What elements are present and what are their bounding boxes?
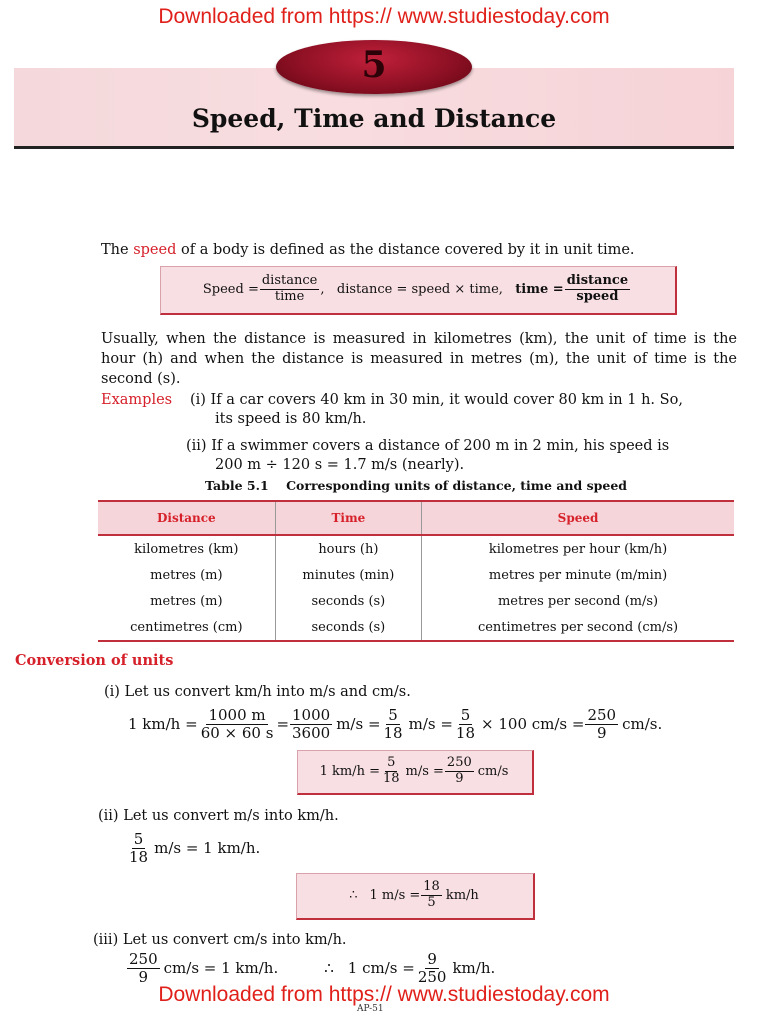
table-row: [98, 614, 734, 641]
table-cell: seconds (s): [275, 588, 421, 614]
table-cell: metres per minute (m/min): [422, 562, 734, 588]
table-cell: kilometres per hour (km/h): [422, 535, 734, 562]
example-1-line-1: (i) If a car covers 40 km in 30 min, it would cover 80 km in 1 h. So,: [190, 392, 683, 408]
units-table: [98, 500, 734, 642]
table-header-row: [98, 501, 734, 535]
conversion-equation-3: $\frac{250}{9}$ cm/s = 1 km/h. ∴ 1 cm/s = $\frac{9}{250}$ km/h.: [129, 950, 496, 986]
table-cell: metres (m): [150, 593, 223, 609]
example-1-line-2: its speed is 80 km/h.: [215, 411, 367, 427]
units-paragraph: Usually, when the distance is measured in kilometres (km), the unit of time is the hour (h) and when the distance is measured in metres (m), the unit of time is the second (s).: [101, 331, 737, 387]
result-box-1-content: 1 km/h = $\frac{5}{18}$ m/s = $\frac{250}{9}$ cm/s: [319, 755, 509, 786]
therefore-symbol: ∴: [324, 959, 334, 977]
table-row: [98, 535, 734, 562]
table-row: [98, 588, 734, 614]
watermark-top: Downloaded from https:// www.studiestoday.com: [158, 5, 610, 28]
speed-term: speed: [133, 242, 177, 258]
formula-content: Speed = $\frac{\text{distance}}{\text{time}}$ , distance = speed × time, time = $\frac{\text{distance}}{\text{speed}}$: [202, 273, 629, 304]
table-caption: Table 5.1 Corresponding units of distance, time and speed: [204, 478, 628, 493]
watermark-bottom: Downloaded from https:// www.studiestoday.com: [158, 983, 610, 1006]
table-cell: metres (m): [150, 567, 223, 583]
conversion-step-1: (i) Let us convert km/h into m/s and cm/s.: [104, 684, 411, 700]
conversion-step-3: (iii) Let us convert cm/s into km/h.: [93, 932, 347, 948]
chapter-number: 5: [361, 44, 387, 86]
table-cell: metres per second (m/s): [422, 588, 734, 614]
table-cell: seconds (s): [275, 614, 421, 641]
chapter-title: Speed, Time and Distance: [191, 104, 557, 133]
table-cell: minutes (min): [275, 562, 421, 588]
table-cell: hours (h): [275, 535, 421, 562]
examples-label: Examples: [101, 392, 173, 408]
table-cell: centimetres per second (cm/s): [422, 614, 734, 641]
table-row: [98, 562, 734, 588]
table-cell: centimetres (cm): [98, 614, 275, 641]
intro-paragraph: The speed of a body is defined as the distance covered by it in unit time.: [101, 242, 635, 258]
conversion-heading: Conversion of units: [15, 652, 174, 669]
chapter-rule: [14, 146, 734, 149]
page-code: AP-51: [357, 1004, 384, 1014]
therefore-symbol: ∴: [349, 887, 358, 903]
table-header-time: Time: [275, 501, 421, 535]
conversion-step-2: (ii) Let us convert m/s into km/h.: [98, 808, 339, 824]
table-header-distance: Distance: [98, 501, 275, 535]
conversion-equation-2: $\frac{5}{18}$ m/s = 1 km/h.: [129, 830, 261, 866]
table-header-speed: Speed: [422, 501, 734, 535]
result-box-2-content: ∴ 1 m/s = $\frac{18}{5}$ km/h: [349, 879, 479, 910]
conversion-equation-1: 1 km/h = $\frac{1000 m}{60 \times 60 s}$ = $\frac{1000}{3600}$ m/s = $\frac{5}{18}$ m/s = $\frac{5}{18}$ × 100 cm/s = $\frac{250}{9}$ cm/s.: [128, 706, 663, 742]
example-2-line-1: (ii) If a swimmer covers a distance of 200 m in 2 min, his speed is: [186, 438, 670, 454]
table-cell: kilometres (km): [134, 541, 239, 557]
example-2-line-2: 200 m ÷ 120 s = 1.7 m/s (nearly).: [215, 457, 465, 473]
